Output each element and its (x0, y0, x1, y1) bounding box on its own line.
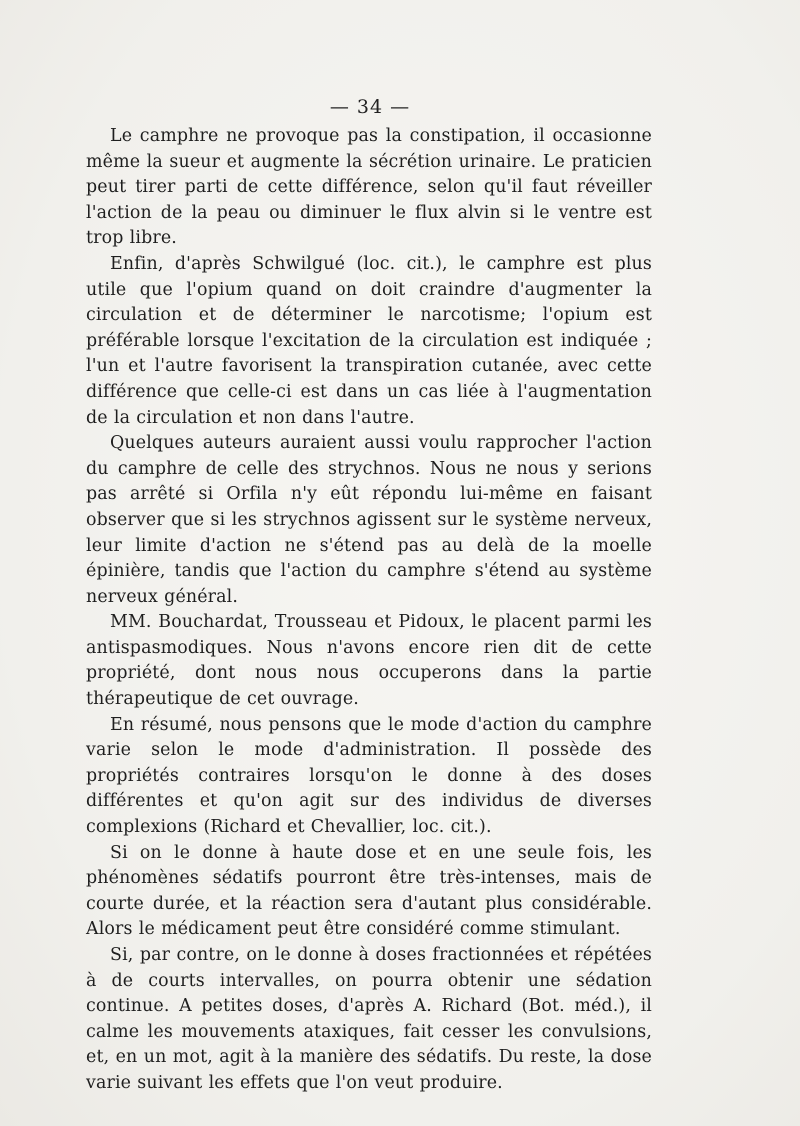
paragraph-6: Si on le donne à haute dose et en une seule fois, les phénomènes sédatifs pourront être très-intenses, mais de courte durée, et la réaction sera d'autant plus considérable. Alors le médicament peut être considéré comme stimulant. (86, 842, 652, 940)
paragraph-7: Si, par contre, on le donne à doses fractionnées et répétées à de courts intervalles, on pourra obtenir une sédation continue. A petites doses, d'après A. Richard (Bot. méd.), il calme les mouvements ataxiques, fait cesser les convulsions, et, en un mot, agit à la manière des sédatifs. Du reste, la dose varie suivant les effets que l'on veut produire. (86, 945, 652, 1093)
paragraph-5: En résumé, nous pensons que le mode d'action du camphre varie selon le mode d'administration. Il possède des propriétés contraires lorsqu'on le donne à des doses différentes et qu'on agit sur des individus de diverses complexions (Richard et Chevallier, loc. cit.). (86, 714, 652, 838)
paragraph-3: Quelques auteurs auraient aussi voulu rapprocher l'action du camphre de celle des strychnos. Nous ne nous y serions pas arrêté si Orfila n'y eût répondu lui-même en faisant observer que si les strychnos agissent sur le système nerveux, leur limite d'action ne s'étend pas au delà de la moelle épinière, tandis que l'action du camphre s'étend au système nerveux général. (86, 433, 652, 607)
page-number: — 34 — (329, 96, 411, 118)
paragraph-4: MM. Bouchardat, Trousseau et Pidoux, le placent parmi les antispasmodiques. Nous n'avons encore rien dit de cette propriété, dont nous nous occuperons dans la partie thérapeutique de cet ouvrage. (86, 612, 652, 710)
paragraph-2: Enfin, d'après Schwilgué (loc. cit.), le camphre est plus utile que l'opium quand on doit craindre d'augmenter la circulation et de déterminer le narcotisme; l'opium est préférable lorsque l'excitation de la circulation est indiquée ; l'un et l'autre favorisent la transpiration cutanée, avec cette différence que celle-ci est dans un cas liée à l'augmentation de la circulation et non dans l'autre. (86, 253, 652, 428)
paragraph-1: Le camphre ne provoque pas la constipation, il occasionne même la sueur et augmente la sécrétion urinaire. Le praticien peut tirer parti de cette différence, selon qu'il faut réveiller l'action de la peau ou diminuer le flux alvin si le ventre est trop libre. (86, 126, 652, 249)
body-text (86, 124, 652, 1097)
